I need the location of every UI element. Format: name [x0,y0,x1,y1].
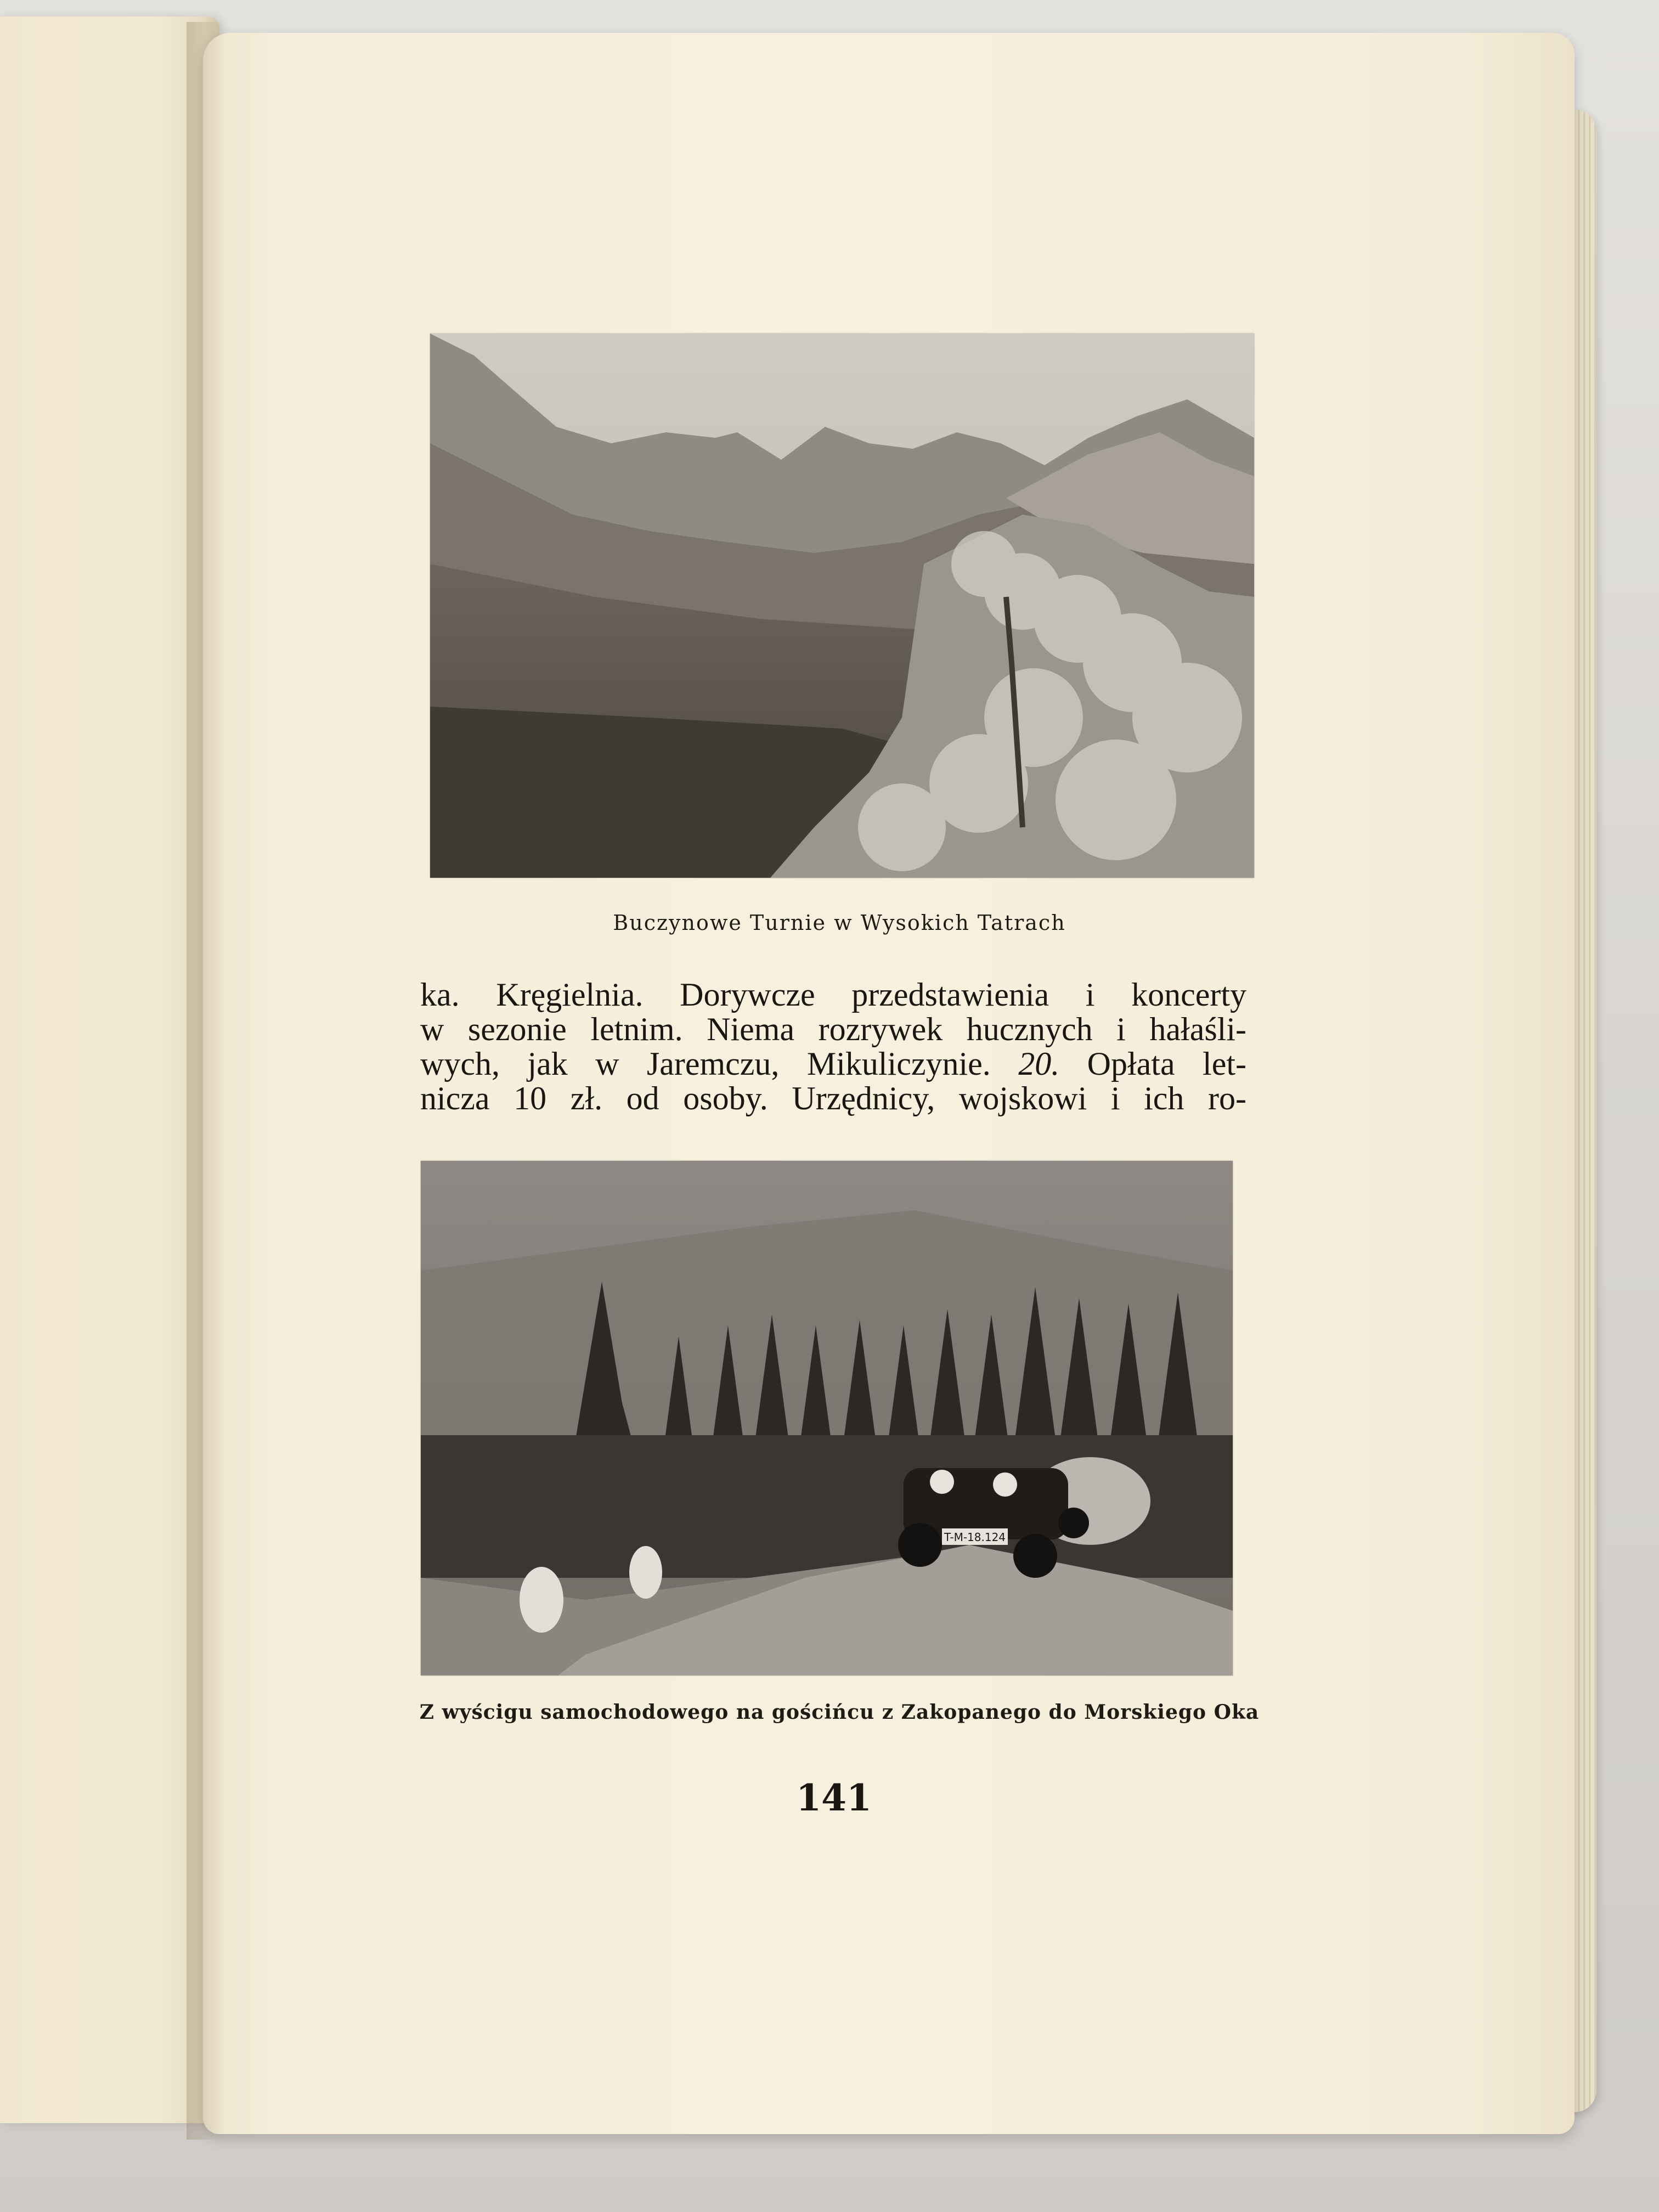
car-race-photo [421,1161,1233,1675]
body-line [420,1047,1246,1081]
body-line: w sezonie letnim. Niema rozrywek hucznych i hałaśli- [420,1011,1246,1047]
italic-number: 20. [1018,1046,1060,1082]
gutter-shadow [187,22,225,2140]
figure-caption-2: Z wyścigu samochodowego na gościńcu z Zakopanego do Morskiego Oka [419,1701,1260,1724]
body-line-part: wych, jak w Jaremczu, Mikuliczynie. [420,1046,991,1082]
body-line: nicza 10 zł. od osoby. Urzędnicy, wojskowi i ich ro- [420,1080,1246,1116]
mountain-photo [430,334,1254,878]
figure-caption-1: Buczynowe Turnie w Wysokich Tatrach [613,911,1066,935]
body-line: ka. Kręgielnia. Dorywcze przedstawienia i koncerty [420,977,1246,1013]
page-number: 141 [796,1776,872,1819]
body-line-part: Opłata let- [1087,1046,1246,1082]
body-text [420,978,1246,1116]
license-plate: T-M-18.124 [944,1531,1006,1544]
